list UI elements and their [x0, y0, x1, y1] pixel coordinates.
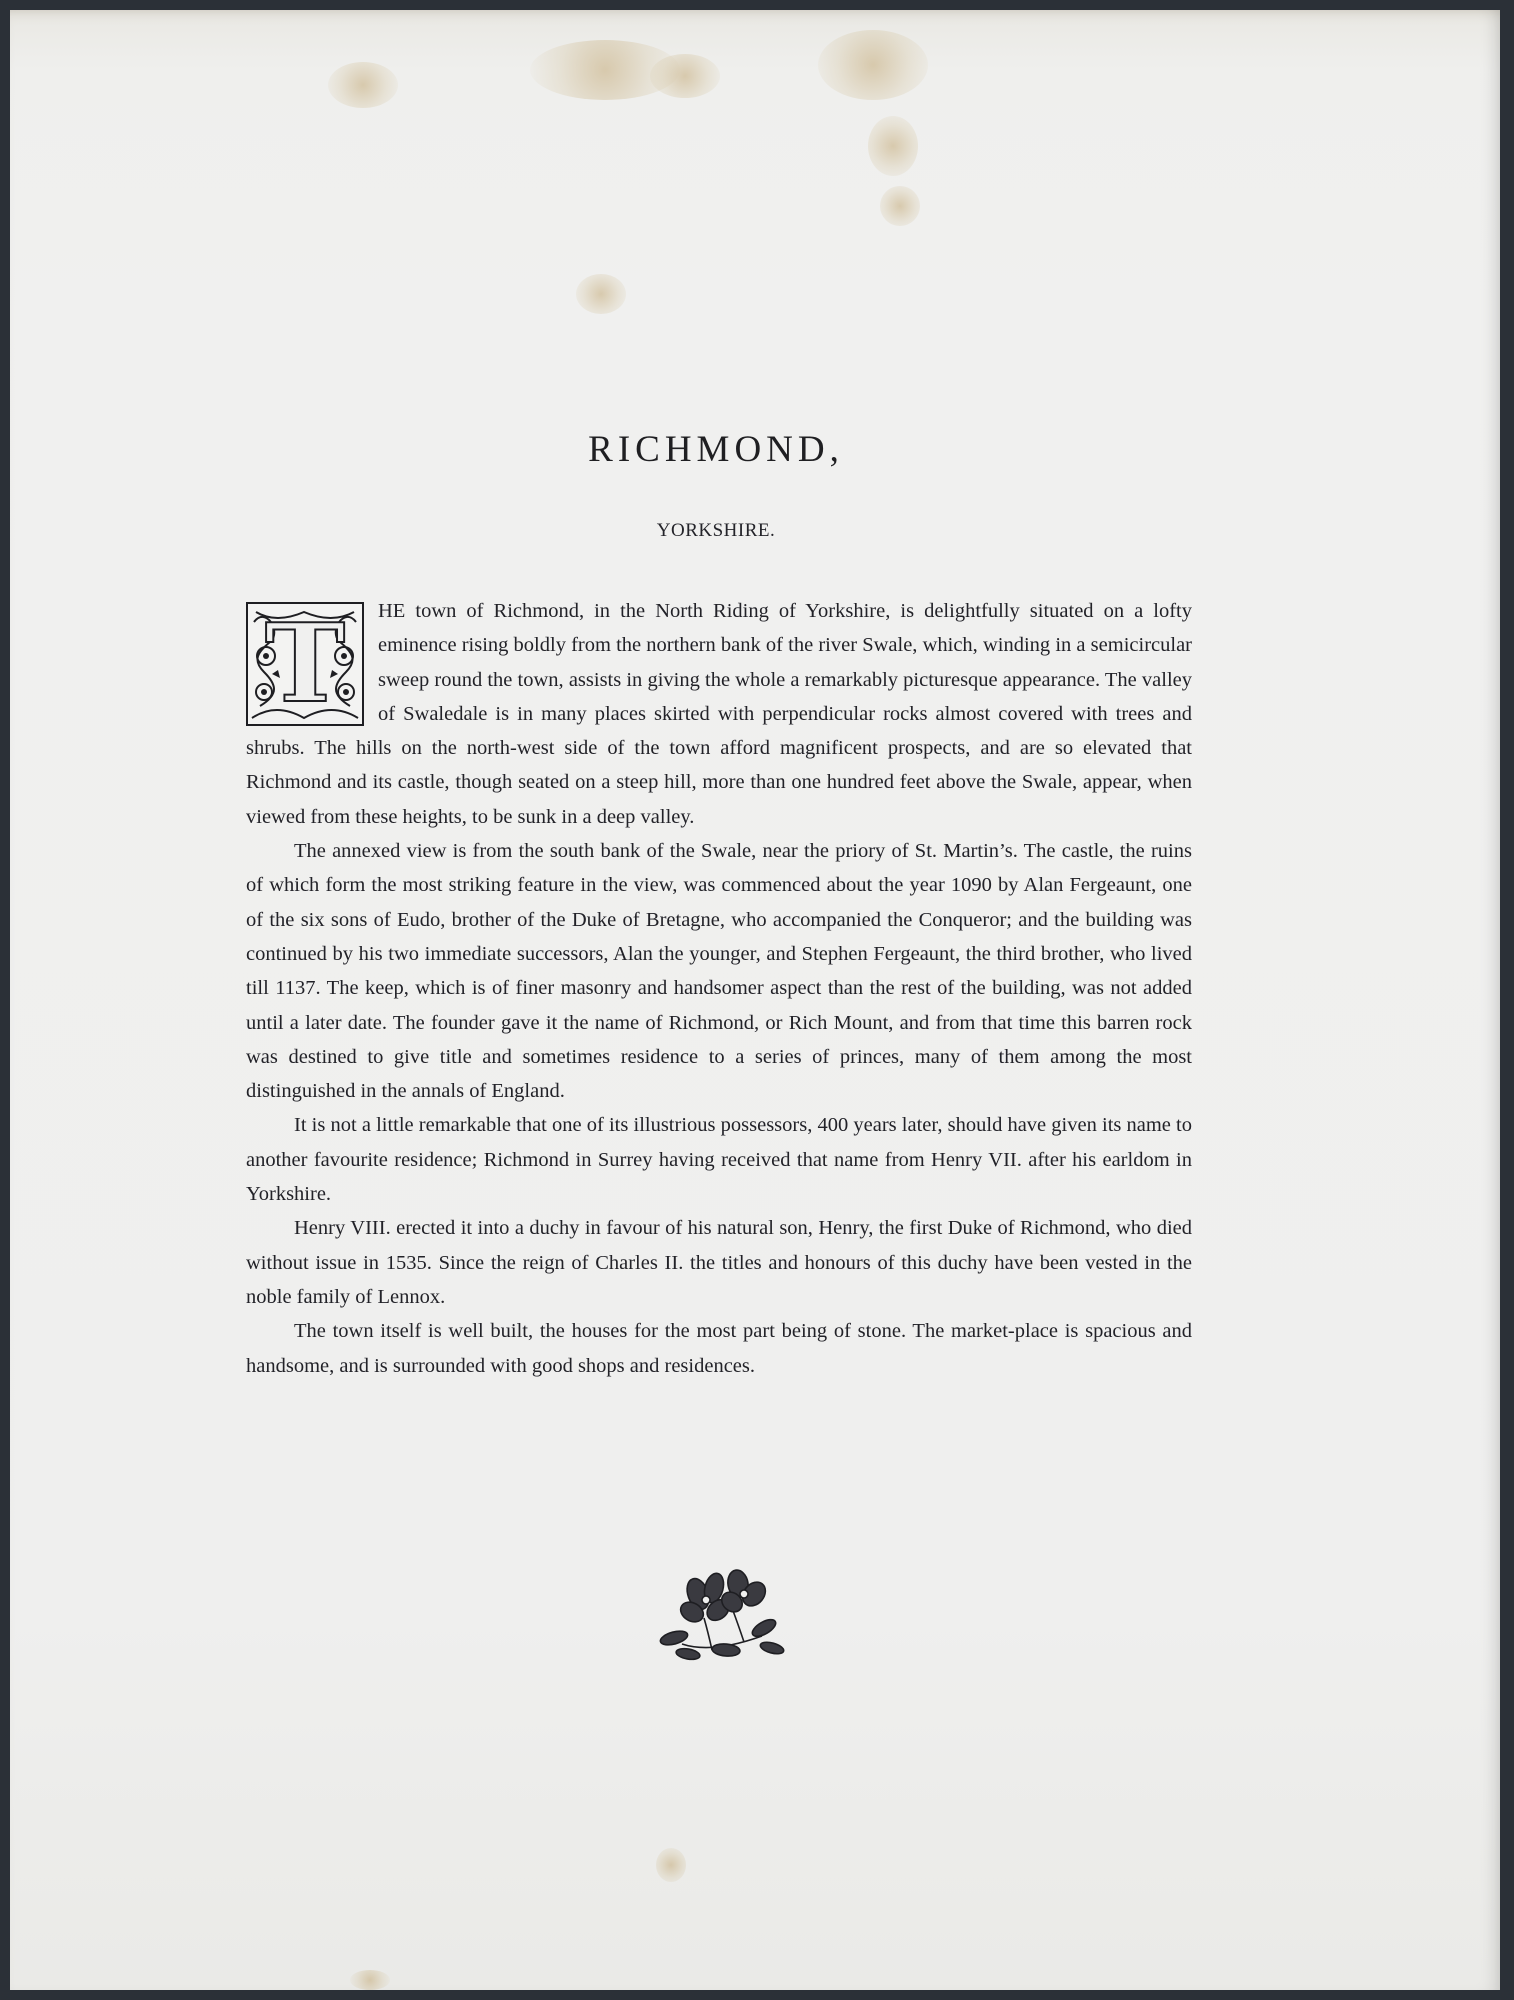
- foxing-stain: [350, 1970, 390, 1990]
- foxing-stain: [818, 30, 928, 100]
- page-subtitle: YORKSHIRE.: [656, 520, 776, 541]
- paragraph-3: It is not a little remarkable that one of its illustrious possessors, 400 years later, should have given its name to another favourite residence; Richmond in Surrey having received that name from Henry VII. after his earldom in Yorkshire.: [246, 1114, 1192, 1206]
- foxing-stain: [868, 116, 918, 176]
- foxing-stain: [650, 54, 720, 98]
- page-title: RICHMOND,: [588, 429, 844, 470]
- foxing-stain: [880, 186, 920, 226]
- paragraph-1: [246, 594, 1192, 834]
- paragraph-1-text: HE town of Richmond, in the North Riding of Yorkshire, is delightfully situated on a lofty eminence rising boldly from the northern bank of the river Swale, which, winding in a semicircular sweep round the town, assists in giving the whole a remarkably picturesque appearance. The valley of Swaledale is in many places skirted with perpendicular rocks almost covered with trees and shrubs. The hills on the north-west side of the town afford magnificent prospects, and are so elevated that Richmond and its castle, though seated on a steep hill, more than one hundred feet above the Swale, appear, when viewed from these heights, to be sunk in a deep valley.: [246, 600, 1192, 828]
- flower-vignette-icon: [652, 1558, 788, 1666]
- foxing-stain: [576, 274, 626, 314]
- ornamental-initial-icon: [246, 602, 364, 726]
- foxing-stain: [328, 62, 398, 108]
- paragraph-5: The town itself is well built, the houses for the most part being of stone. The market-place is spacious and handsome, and is surrounded with good shops and residences.: [246, 1320, 1192, 1377]
- page-sheet: [10, 10, 1500, 1990]
- paragraph-4: Henry VIII. erected it into a duchy in favour of his natural son, Henry, the first Duke of Richmond, who died without issue in 1535. Since the reign of Charles II. the titles and honours of this duchy have been vested in the noble family of Lennox.: [246, 1217, 1192, 1308]
- foxing-stain: [656, 1848, 686, 1882]
- paragraph-2: The annexed view is from the south bank of the Swale, near the priory of St. Martin’s. The castle, the ruins of which form the most striking feature in the view, was commenced about the year 1090 by Alan Fergeaunt, one of the six sons of Eudo, brother of the Duke of Bretagne, who accompanied the Conqueror; and the building was continued by his two immediate successors, Alan the younger, and Stephen Fergeaunt, the third brother, who lived till 1137. The keep, which is of finer masonry and handsomer aspect than the rest of the building, was not added until a later date. The founder gave it the name of Richmond, or Rich Mount, and from that time this barren rock was destined to give title and sometimes residence to a series of princes, many of them among the most distinguished in the annals of England.: [246, 840, 1192, 1103]
- dropcap-letter: T: [264, 601, 346, 727]
- article-body: [246, 594, 1192, 1383]
